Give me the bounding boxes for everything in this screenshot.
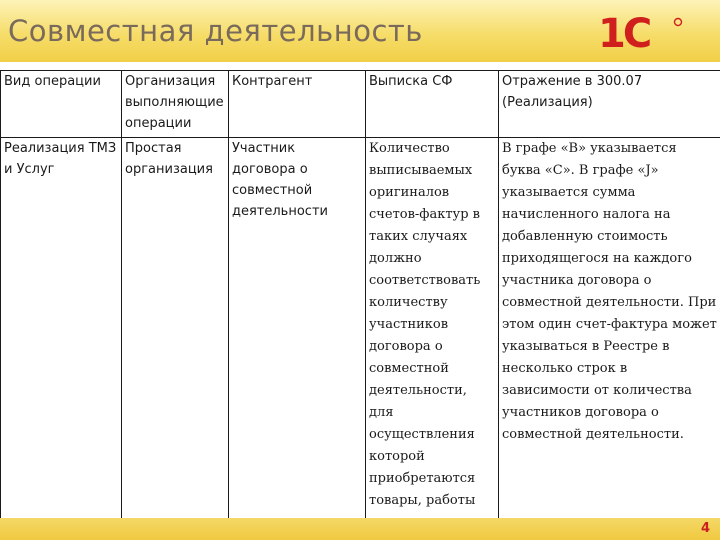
operations-table-wrapper: [0, 70, 720, 518]
slide-header: [0, 0, 720, 62]
cell-invoice: Количество выписываемых оригиналов счетов-фактур в таких случаях должно соответствовать количеству участников договора о совместной деятельности, для осуществления которой приобретаются товары, работы: [366, 138, 499, 535]
cell-operation-type: Реализация ТМЗ и Услуг: [1, 138, 122, 535]
table-row: [1, 138, 720, 535]
registered-mark-icon: [675, 19, 682, 26]
slide-footer: [0, 518, 720, 540]
cell-counterparty: Участник договора о совместной деятельности: [229, 138, 366, 535]
page-number: 4: [700, 521, 710, 536]
cell-reflection: В графе «В» указывается буква «С». В графе «J» указывается сумма начисленного налога на добавленную стоимость приходящегося на каждого участника договора о совместной деятельности. При этом один счет-фактура может указываться в Реестре в несколько строк в зависимости от количества участников договора о совместной деятельности.: [499, 138, 720, 535]
slide-title: Совместная деятельность: [8, 14, 423, 48]
column-header: Вид операции: [1, 71, 122, 138]
logo-text: 1С: [598, 14, 650, 50]
column-header: Выписка СФ: [366, 71, 499, 138]
column-header: Контрагент: [229, 71, 366, 138]
column-header: Отражение в 300.07 (Реализация): [499, 71, 720, 138]
1c-logo: [598, 14, 684, 50]
table-header-row: [1, 71, 720, 138]
column-header: Организация выполняющие операции: [122, 71, 229, 138]
cell-organization: Простая организация: [122, 138, 229, 535]
operations-table: [0, 70, 720, 535]
